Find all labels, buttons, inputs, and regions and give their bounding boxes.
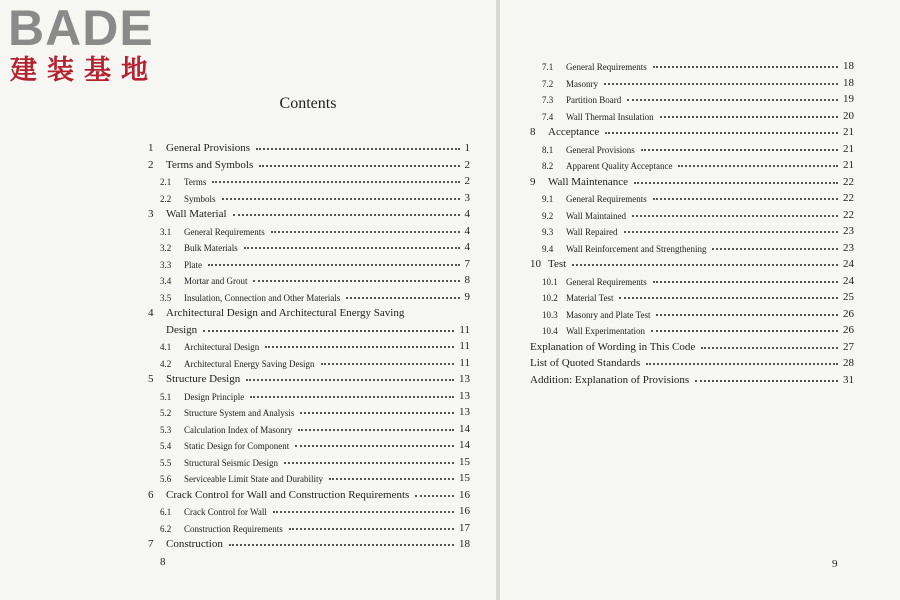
toc-entry-number: 3: [148, 208, 154, 220]
toc-entry: [530, 353, 854, 369]
toc-entry-number: 3.2: [160, 243, 172, 253]
dot-leader: [265, 346, 454, 348]
toc-entry: [160, 518, 470, 534]
toc-entry: [542, 271, 854, 287]
dot-leader: [678, 165, 838, 167]
toc-entry-title: Addition: Explanation of Provisions: [530, 373, 690, 386]
toc-page-number: 2: [464, 175, 470, 187]
toc-entry: [542, 56, 854, 72]
toc-entry-number: 10.2: [542, 293, 558, 303]
dot-leader: [641, 149, 838, 151]
toc-page-number: 31: [843, 373, 854, 386]
toc-page-number: 3: [464, 191, 470, 204]
toc-entry-title: Construction: [166, 538, 223, 550]
dot-leader: [660, 116, 838, 118]
toc-entry: [160, 336, 470, 352]
toc-page-number: 22: [843, 175, 854, 188]
dot-leader: [605, 132, 838, 134]
toc-entry-title: Masonry and Plate Test: [566, 309, 651, 320]
toc-entry: [148, 485, 470, 501]
toc-entry-title: Wall Maintenance: [548, 175, 629, 188]
toc-entry-title: Crack Control for Wall: [184, 507, 267, 517]
toc-entry-number: 3.1: [160, 226, 172, 237]
toc-entry-number: 3.5: [160, 292, 172, 303]
dot-leader: [634, 182, 838, 184]
toc-entry-number: 7.3: [542, 95, 554, 105]
toc-entry: [160, 386, 470, 402]
toc-entry-title: Apparent Quality Acceptance: [566, 161, 673, 171]
toc-entry-number: 9.3: [542, 227, 554, 237]
toc-entry: [160, 237, 470, 253]
toc-entry-title-continued: Design: [166, 323, 198, 336]
toc-page-number: 8: [464, 274, 470, 286]
toc-page-number: 21: [843, 126, 854, 138]
toc-entry-number: 7.1: [542, 62, 554, 72]
toc-page-number: 4: [464, 208, 470, 220]
dot-leader: [329, 478, 454, 480]
toc-entry-title: Terms and Symbols: [166, 158, 254, 171]
toc-entry-number: 10.4: [542, 326, 558, 336]
logo-chinese-subtitle: 建装基地: [10, 55, 158, 86]
dot-leader: [295, 445, 454, 447]
dot-leader: [646, 363, 838, 365]
toc-page-number: 2: [464, 158, 470, 171]
toc-entry-title: Design Principle: [184, 391, 245, 402]
dot-leader: [229, 544, 454, 546]
toc-entry-title: Masonry: [566, 78, 598, 89]
toc-entry-title: General Requirements: [566, 276, 647, 287]
toc-page-number: 11: [459, 323, 470, 336]
toc-entry: [160, 171, 470, 187]
toc-page-number: 9: [464, 290, 470, 303]
toc-page-number: 13: [459, 373, 470, 385]
toc-entry: [542, 287, 854, 303]
toc-page-number: 26: [843, 324, 854, 336]
toc-entry-number: 4.1: [160, 342, 172, 352]
toc-page-number: 15: [459, 455, 470, 468]
toc-entry-title: Wall Material: [166, 208, 227, 220]
toc-page-number: 11: [459, 340, 470, 352]
toc-entry-continuation: [166, 320, 470, 336]
dot-leader: [651, 330, 838, 332]
toc-entry: [160, 419, 470, 435]
dot-leader: [604, 83, 838, 85]
toc-page-number: 14: [459, 439, 470, 451]
dot-leader: [253, 280, 459, 282]
logo-wordmark: BADE: [8, 0, 154, 56]
toc-entry-title: List of Quoted Standards: [530, 357, 641, 369]
toc-page-number: 4: [464, 224, 470, 237]
toc-entry: [160, 452, 470, 468]
toc-entry-title: Wall Repaired: [566, 227, 618, 237]
dot-leader: [246, 379, 454, 381]
dot-leader: [203, 330, 454, 332]
dot-leader: [632, 215, 838, 217]
toc-entry-title: Acceptance: [548, 126, 600, 138]
dot-leader: [300, 412, 454, 414]
toc-entry: [148, 534, 470, 550]
dot-leader: [289, 528, 454, 530]
toc-entry-title: Terms: [184, 177, 207, 187]
toc-entry: [542, 89, 854, 105]
dot-leader: [695, 380, 838, 382]
toc-page-number: 24: [843, 274, 854, 287]
toc-entry-title: Plate: [184, 259, 202, 270]
toc-entry-title: Test: [548, 258, 567, 270]
toc-entry: [160, 402, 470, 418]
dot-leader: [273, 511, 454, 513]
toc-entry: [148, 369, 470, 385]
toc-entry-number: 5.6: [160, 474, 172, 484]
dot-leader: [233, 214, 460, 216]
toc-entry: [542, 106, 854, 122]
dot-leader: [321, 363, 455, 365]
toc-entry-number: 7.4: [542, 111, 554, 122]
toc-page-number: 26: [843, 307, 854, 320]
toc-entry-title: Wall Maintained: [566, 210, 627, 221]
toc-entry-title: Insulation, Connection and Other Materials: [184, 292, 341, 303]
toc-entry: [148, 303, 470, 319]
toc-entry: [542, 73, 854, 89]
toc-entry-title: Symbols: [184, 193, 216, 204]
toc-entry-number: 9.1: [542, 194, 554, 204]
dot-leader: [346, 297, 459, 299]
toc-page-number: 13: [459, 389, 470, 402]
dot-leader: [256, 148, 459, 150]
toc-entry-title: Material Test: [566, 293, 614, 303]
toc-entry: [530, 122, 854, 138]
toc-entry-title: Wall Experimentation: [566, 326, 646, 336]
toc-entry-number: 5.5: [160, 457, 172, 468]
toc-page-number: 21: [843, 159, 854, 171]
toc-page-number: 16: [459, 488, 470, 501]
toc-entry-number: 3.4: [160, 276, 172, 286]
toc-page-number: 25: [843, 291, 854, 303]
toc-entry-title: Wall Reinforcement and Strengthening: [566, 243, 707, 254]
toc-entry: [148, 138, 470, 154]
dot-leader: [572, 264, 838, 266]
toc-entry-number: 8: [530, 126, 536, 138]
dot-leader: [222, 198, 460, 200]
toc-entry: [160, 501, 470, 517]
right-page-number: 9: [832, 558, 838, 570]
toc-entry-title: General Requirements: [184, 226, 265, 237]
toc-entry-title: General Provisions: [166, 142, 251, 154]
toc-page-number: 22: [843, 208, 854, 221]
toc-entry-title: Serviceable Limit State and Durability: [184, 474, 323, 484]
dot-leader: [284, 462, 454, 464]
toc-entry: [160, 188, 470, 204]
toc-page-number: 21: [843, 142, 854, 155]
toc-page-number: 23: [843, 225, 854, 237]
toc-page-number: 15: [459, 472, 470, 484]
toc-entry-number: 6.2: [160, 523, 172, 534]
toc-entry-title: General Provisions: [566, 144, 635, 155]
toc-entry: [160, 435, 470, 451]
toc-entry: [542, 205, 854, 221]
dot-leader: [415, 495, 454, 497]
dot-leader: [653, 281, 838, 283]
toc-entry-number: 4: [148, 307, 154, 319]
toc-page-number: 16: [459, 505, 470, 517]
toc-entry: [160, 270, 470, 286]
toc-page-number: 1: [464, 142, 470, 154]
toc-page-number: 14: [459, 422, 470, 435]
toc-page-number: 18: [843, 60, 854, 72]
dot-leader: [653, 198, 838, 200]
toc-entry: [542, 155, 854, 171]
toc-entry-number: 7: [148, 538, 154, 550]
toc-entry-number: 8.1: [542, 144, 554, 155]
toc-entry: [148, 204, 470, 220]
toc-entry: [542, 320, 854, 336]
toc-entry: [160, 254, 470, 270]
toc-entry-number: 5.4: [160, 441, 172, 451]
toc-entry-title: General Requirements: [566, 62, 647, 72]
toc-entry-number: 6.1: [160, 507, 172, 517]
toc-entry-title: Construction Requirements: [184, 523, 283, 534]
dot-leader: [244, 247, 460, 249]
toc-page-number: 24: [843, 258, 854, 270]
dot-leader: [701, 347, 838, 349]
toc-page-number: 28: [843, 357, 854, 369]
toc-entry: [530, 172, 854, 188]
dot-leader: [653, 66, 838, 68]
toc-page-number: 23: [843, 241, 854, 254]
toc-entry-title: General Requirements: [566, 194, 647, 204]
toc-page-number: 17: [459, 521, 470, 534]
left-page-number: 8: [160, 556, 166, 568]
toc-entry-title: Architectural Design: [184, 342, 260, 352]
toc-entry-number: 5: [148, 373, 154, 385]
toc-entry-number: 9.4: [542, 243, 554, 254]
dot-leader: [250, 396, 454, 398]
toc-entry: [148, 155, 470, 171]
toc-entry-title: Mortar and Grout: [184, 276, 248, 286]
right-page: [500, 0, 900, 600]
toc-entry: [160, 287, 470, 303]
toc-entry-title: Crack Control for Wall and Construction Requirements: [166, 488, 410, 501]
toc-entry-number: 10: [530, 258, 541, 270]
toc-entry-number: 4.2: [160, 358, 172, 369]
toc-page-number: 18: [459, 538, 470, 550]
toc-entry-number: 8.2: [542, 161, 554, 171]
toc-entry-number: 6: [148, 488, 154, 501]
toc-page-number: 20: [843, 109, 854, 122]
toc-entry: [530, 254, 854, 270]
toc-entry-title: Explanation of Wording in This Code: [530, 340, 696, 353]
toc-entry-title: Structural Seismic Design: [184, 457, 278, 468]
toc-entry-title: Architectural Design and Architectural Energy Saving: [166, 307, 405, 319]
dot-leader: [712, 248, 838, 250]
toc-page-number: 4: [464, 241, 470, 253]
toc-entry-title: Structure System and Analysis: [184, 408, 295, 418]
toc-entry: [530, 370, 854, 386]
toc-entry-number: 10.3: [542, 309, 558, 320]
toc-entry-number: 5.3: [160, 424, 172, 435]
toc-entry: [542, 188, 854, 204]
dot-leader: [212, 181, 459, 183]
dot-leader: [619, 297, 838, 299]
toc-entry-title: Partition Board: [566, 95, 622, 105]
dot-leader: [259, 165, 459, 167]
toc-entry-title: Structure Design: [166, 373, 241, 385]
toc-entry-number: 9.2: [542, 210, 554, 221]
toc-page-number: 27: [843, 340, 854, 353]
toc-page-number: 18: [843, 76, 854, 89]
dot-leader: [656, 314, 838, 316]
toc-page-number: 22: [843, 192, 854, 204]
toc-entry-number: 9: [530, 175, 536, 188]
toc-entry-number: 3.3: [160, 259, 172, 270]
toc-entry-title: Calculation Index of Masonry: [184, 424, 293, 435]
dot-leader: [271, 231, 460, 233]
dot-leader: [298, 429, 454, 431]
toc-entry: [542, 139, 854, 155]
toc-entry-number: 2: [148, 158, 154, 171]
toc-page-number: 7: [464, 257, 470, 270]
toc-page-number: 19: [843, 93, 854, 105]
toc-entry-number: 7.2: [542, 78, 554, 89]
toc-entry: [542, 304, 854, 320]
dot-leader: [624, 231, 838, 233]
toc-entry-number: 5.2: [160, 408, 172, 418]
toc-entry-title: Static Design for Component: [184, 441, 290, 451]
toc-entry: [160, 353, 470, 369]
toc-entry-title: Architectural Energy Saving Design: [184, 358, 315, 369]
bade-logo: [8, 0, 178, 93]
toc-entry-number: 5.1: [160, 391, 172, 402]
toc-entry-number: 10.1: [542, 276, 558, 287]
toc-page-number: 11: [459, 356, 470, 369]
dot-leader: [627, 99, 838, 101]
toc-entry: [542, 221, 854, 237]
toc-entry: [160, 468, 470, 484]
contents-heading: Contents: [279, 95, 337, 112]
toc-entry-title: Wall Thermal Insulation: [566, 111, 654, 122]
toc-entry: [542, 238, 854, 254]
toc-entry-number: 2.2: [160, 193, 172, 204]
toc-entry-title: Bulk Materials: [184, 243, 238, 253]
dot-leader: [208, 264, 460, 266]
toc-page-number: 13: [459, 406, 470, 418]
toc-entry-number: 2.1: [160, 177, 172, 187]
toc-entry: [530, 337, 854, 353]
toc-entry-number: 1: [148, 142, 154, 154]
toc-entry: [160, 221, 470, 237]
